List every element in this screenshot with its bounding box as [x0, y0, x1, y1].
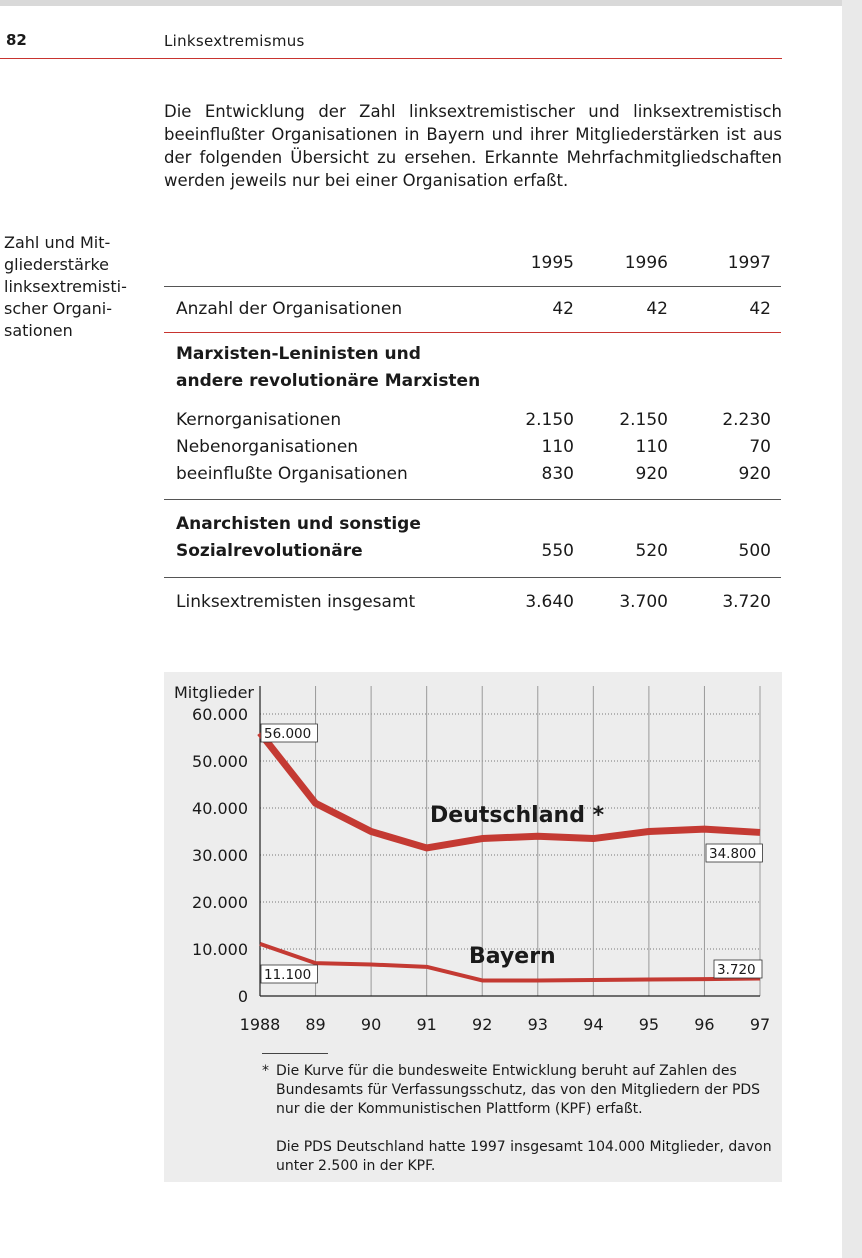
total-row — [164, 589, 781, 616]
cell-1997: 500 — [738, 541, 771, 561]
intro-paragraph: Die Entwicklung der Zahl linksextremistischer und linksextremistisch beeinflußter Organisationen in Bayern und ihrer Mitgliederstärken ist aus der folgenden Übersicht zu ersehen. Erkannte Mehrfachmitgliedschaften werden jeweils nur bei einer Organisation erfaßt. — [164, 102, 782, 190]
cell-1995: 42 — [552, 299, 574, 319]
annotation-56000: 56.000 — [264, 726, 312, 742]
year-1995: 1995 — [530, 253, 574, 273]
x-tick-label: 95 — [638, 1015, 660, 1034]
table-row — [164, 407, 781, 434]
cell-1996: 3.700 — [619, 592, 668, 612]
membership-table — [164, 240, 781, 616]
cell-1997: 42 — [749, 299, 771, 319]
x-tick-label: 1988 — [239, 1015, 281, 1034]
cell-1996: 110 — [635, 437, 668, 457]
footnote-1 — [262, 1062, 772, 1119]
anarchists-row — [164, 538, 781, 565]
y-tick-label: 0 — [237, 987, 248, 1006]
group-heading-anarchists — [164, 511, 781, 538]
cell-1995: 2.150 — [525, 410, 574, 430]
x-tick-label: 93 — [527, 1015, 548, 1034]
annotation-3720: 3.720 — [717, 962, 756, 978]
row-label: Linksextremisten insgesamt — [176, 592, 416, 612]
cell-1995: 3.640 — [525, 592, 574, 612]
cell-1995: 830 — [541, 464, 574, 484]
footnote-marker: * — [262, 1063, 269, 1079]
x-tick-label: 91 — [416, 1015, 437, 1034]
running-head: Linksextremismus — [164, 32, 305, 50]
row-label: Nebenorganisationen — [176, 437, 359, 457]
annotation-11100: 11.100 — [264, 967, 312, 983]
year-1996: 1996 — [624, 253, 668, 273]
row-label: Anzahl der Organisationen — [176, 299, 403, 319]
page-number: 82 — [6, 31, 27, 49]
margin-note-line: sationen — [4, 321, 73, 340]
cell-1997: 3.720 — [722, 592, 771, 612]
group-heading-line: Anarchisten und sonstige — [176, 514, 421, 534]
table-rule-red — [164, 332, 781, 333]
group-heading-marxists-2 — [164, 368, 781, 395]
table-rule — [164, 577, 781, 578]
x-tick-label: 89 — [305, 1015, 326, 1034]
cell-1996: 42 — [646, 299, 668, 319]
annotation-34800: 34.800 — [709, 846, 757, 862]
table-row — [164, 434, 781, 461]
cell-1997: 2.230 — [722, 410, 771, 430]
year-header-row — [164, 250, 781, 277]
series-label-deutschland: Deutschland * — [430, 803, 605, 828]
footnote-2: Die PDS Deutschland hatte 1997 insgesamt 104.000 Mitglieder, davon unter 2.500 in der KPF. — [276, 1139, 772, 1174]
y-tick-label: 10.000 — [192, 940, 248, 959]
margin-note-line: linksextremisti- — [4, 277, 127, 296]
y-axis-label: Mitglieder — [174, 683, 254, 702]
x-tick-label: 92 — [472, 1015, 493, 1034]
cell-1996: 920 — [635, 464, 668, 484]
x-tick-label: 97 — [749, 1015, 771, 1034]
cell-1997: 920 — [738, 464, 771, 484]
series-line-deutschland — [260, 733, 760, 848]
x-tick-label: 96 — [694, 1015, 715, 1034]
group-heading-line: andere revolutionäre Marxisten — [176, 371, 481, 391]
table-row — [164, 461, 781, 488]
table-rule — [164, 499, 781, 500]
y-tick-label: 20.000 — [192, 893, 248, 912]
y-tick-label: 60.000 — [192, 705, 248, 724]
margin-note-line: Zahl und Mit- — [4, 233, 111, 252]
footnote-separator — [262, 1053, 328, 1054]
row-label: Kernorganisationen — [176, 410, 342, 430]
cell-1995: 110 — [541, 437, 574, 457]
x-tick-label: 90 — [360, 1015, 382, 1034]
organisations-count-row — [164, 296, 781, 323]
group-heading-line: Marxisten-Leninisten und — [176, 344, 421, 364]
y-tick-label: 40.000 — [192, 799, 248, 818]
margin-note-line: scher Organi- — [4, 299, 112, 318]
x-tick-label: 94 — [583, 1015, 604, 1034]
cell-1996: 2.150 — [619, 410, 668, 430]
cell-1996: 520 — [635, 541, 668, 561]
margin-note — [4, 232, 144, 342]
top-edge — [0, 0, 862, 6]
margin-note-line: gliederstärke — [4, 255, 109, 274]
series-label-bayern: Bayern — [469, 944, 556, 969]
group-heading-marxists — [164, 341, 781, 368]
year-1997: 1997 — [727, 253, 771, 273]
table-rule — [164, 286, 781, 287]
row-label: beeinflußte Organisationen — [176, 464, 408, 484]
membership-line-chart — [164, 672, 782, 1052]
cell-1997: 70 — [749, 437, 771, 457]
header-rule — [0, 58, 782, 59]
page-edge — [842, 0, 862, 1258]
y-tick-label: 50.000 — [192, 752, 248, 771]
y-tick-label: 30.000 — [192, 846, 248, 865]
cell-1995: 550 — [541, 541, 574, 561]
footnote-1-text: Die Kurve für die bundesweite Entwicklung beruht auf Zahlen des Bundesamts für Verfassungsschutz, das von den Mitgliedern der PDS nur die der Kommunistischen Plattform (KPF) erfaßt. — [276, 1063, 761, 1117]
group-heading-line: Sozialrevolutionäre — [176, 541, 363, 561]
